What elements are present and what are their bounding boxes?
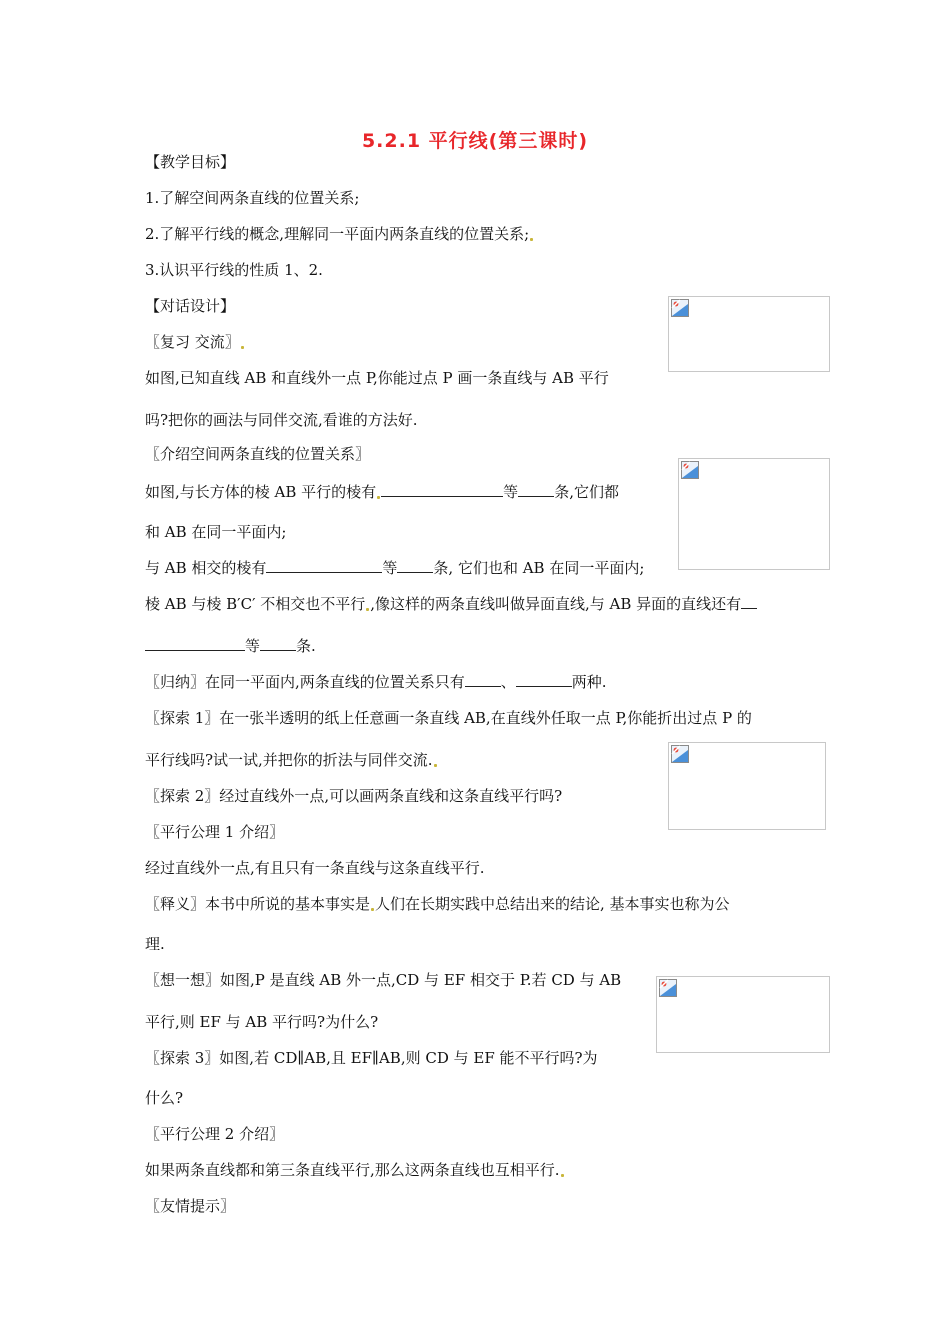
broken-image-icon [671, 299, 689, 317]
paragraph-line: 〖探索 1〗在一张半透明的纸上任意画一条直线 AB,在直线外任取一点 P,你能折出过点 P 的 [145, 709, 752, 727]
mark-icon [241, 346, 244, 349]
answer-blank[interactable] [741, 594, 757, 609]
subheading-space-lines: 〖介绍空间两条直线的位置关系〗 [145, 445, 371, 463]
question-summary: 〖归纳〗在同一平面内,两条直线的位置关系只有 、 两种. [145, 673, 607, 691]
page-title: 5.2.1 平行线(第三课时) [361, 130, 589, 152]
section-heading-objectives: 【教学目标】 [145, 153, 236, 171]
mark-icon [530, 238, 533, 241]
paragraph-line: 〖想一想〗如图,P 是直线 AB 外一点,CD 与 EF 相交于 P.若 CD 与 AB [145, 971, 622, 989]
broken-image-icon [671, 745, 689, 763]
mark-icon [434, 764, 437, 767]
paragraph-line: 平行线吗?试一试,并把你的折法与同伴交流. [145, 750, 438, 770]
subheading-axiom-1: 〖平行公理 1 介绍〗 [145, 823, 285, 841]
objective-2: 2.了解平行线的概念,理解同一平面内两条直线的位置关系; [145, 224, 534, 244]
paragraph-line: 如果两条直线都和第三条直线平行,那么这两条直线也互相平行. [145, 1160, 565, 1180]
mark-icon [561, 1174, 564, 1177]
answer-blank[interactable] [145, 636, 245, 651]
objective-3: 3.认识平行线的性质 1、2. [145, 261, 323, 279]
question-parallel-edges: 如图,与长方体的棱 AB 平行的棱有 等 条,它们都 [145, 483, 619, 501]
section-heading-dialogue: 【对话设计】 [145, 297, 236, 315]
paragraph-line: 吗?把你的画法与同伴交流,看谁的方法好. [145, 411, 418, 429]
mark-icon [377, 496, 380, 499]
figure-3 [668, 742, 826, 830]
question-intersecting-edges: 与 AB 相交的棱有 等 条, 它们也和 AB 在同一平面内; [145, 559, 645, 577]
paragraph-line: 什么? [145, 1089, 184, 1107]
answer-blank[interactable] [516, 672, 572, 687]
paragraph-line: 如图,已知直线 AB 和直线外一点 P,你能过点 P 画一条直线与 AB 平行 [145, 369, 609, 387]
paragraph-line: 平行,则 EF 与 AB 平行吗?为什么? [145, 1013, 379, 1031]
answer-blank[interactable] [266, 558, 382, 573]
paragraph-line: 和 AB 在同一平面内; [145, 523, 287, 541]
figure-1 [668, 296, 830, 372]
objective-1: 1.了解空间两条直线的位置关系; [145, 189, 360, 207]
subheading-tips: 〖友情提示〗 [145, 1197, 236, 1215]
answer-blank[interactable] [397, 558, 433, 573]
broken-image-icon [659, 979, 677, 997]
answer-blank[interactable] [518, 482, 554, 497]
mark-icon [366, 608, 369, 611]
paragraph-line: 〖探索 2〗经过直线外一点,可以画两条直线和这条直线平行吗? [145, 787, 563, 805]
paragraph-line: 〖释义〗本书中所说的基本事实是 人们在长期实践中总结出来的结论, 基本事实也称为公 [145, 895, 730, 913]
paragraph-line: 理. [145, 935, 165, 953]
answer-blank[interactable] [381, 482, 503, 497]
paragraph-line: 〖探索 3〗如图,若 CD∥AB,且 EF∥AB,则 CD 与 EF 能不平行吗?为 [145, 1049, 598, 1067]
answer-blank[interactable] [465, 672, 501, 687]
figure-4 [656, 976, 830, 1053]
question-skew-lines: 棱 AB 与棱 B′C′ 不相交也不平行 ,像这样的两条直线叫做异面直线,与 AB 异面的直线还有 [145, 594, 757, 614]
answer-blank[interactable] [260, 636, 296, 651]
mark-icon [371, 908, 374, 911]
subheading-axiom-2: 〖平行公理 2 介绍〗 [145, 1125, 285, 1143]
subheading-review: 〖复习 交流〗 [145, 332, 245, 352]
paragraph-line: 经过直线外一点,有且只有一条直线与这条直线平行. [145, 859, 485, 877]
broken-image-icon [681, 461, 699, 479]
figure-2 [678, 458, 830, 570]
question-skew-lines-cont: 等 条. [145, 636, 316, 656]
